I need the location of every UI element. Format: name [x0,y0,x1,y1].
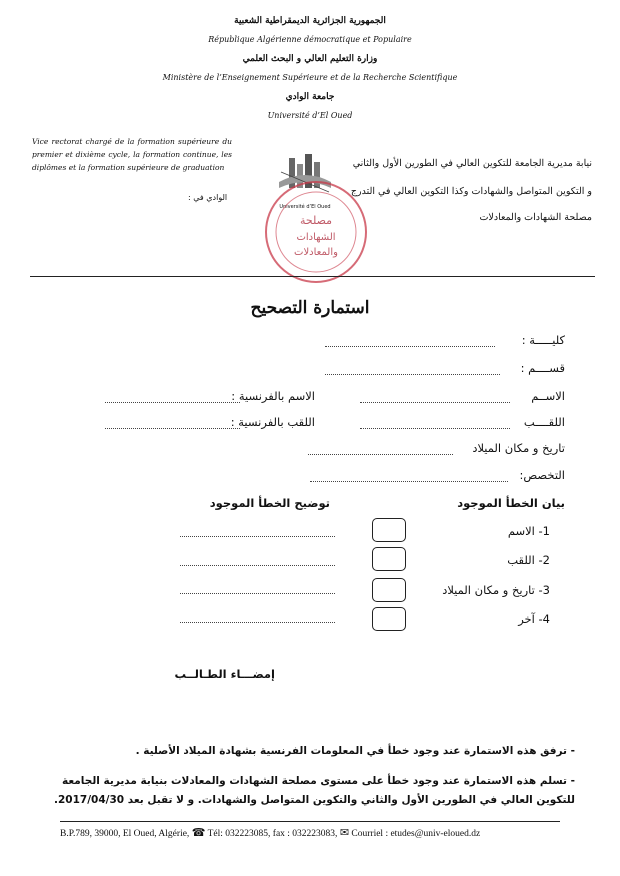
specialty-field[interactable] [310,480,508,482]
directorate-line-1: نيابة مديرية الجامعة للتكوين العالي في الطورين الأول والثاني [352,158,592,169]
error-other-checkbox[interactable] [372,607,406,631]
surname-fr-field[interactable] [105,427,240,429]
error-birth-explanation[interactable] [180,592,335,594]
error-item-name: 1- الاسم [507,524,550,538]
student-signature-label: إمضـــاء الطـالــب [174,667,275,681]
republic-fr: République Algérienne démocratique et Populaire [208,35,412,44]
footer [60,826,580,839]
faculty-field[interactable] [325,345,495,347]
name-field[interactable] [360,401,510,403]
error-surname-explanation[interactable] [180,564,335,566]
surname-field[interactable] [360,427,510,429]
specialty-label: التخصص: [519,468,565,482]
department-label: قســــم : [520,361,565,375]
directorate-line-2: و التكوين المتواصل والشهادات وكذا التكوين العالي في التدرج [350,186,592,197]
form-title: استمارة التصحيح [250,298,370,318]
birth-label: تاريخ و مكان الميلاد [472,441,565,455]
name-label: الاســم [531,389,565,403]
error-item-other: 4- آخر [518,612,550,626]
phone-icon: ☎ [191,827,206,839]
svg-text:الشهادات: الشهادات [296,232,336,243]
logo-caption: Université d’El Oued [279,204,331,210]
department-field[interactable] [325,373,500,375]
ministry-fr: Ministère de l’Enseignement Supérieure et de la Recherche Scientifique [162,73,458,82]
note-3: للتكوين العالي في الطورين الأول والثاني والتكوين المتواصل والشهادات. و لا تقبل بعد 2017/04/30. [53,794,575,806]
university-ar: جامعة الوادي [285,92,335,102]
footer-address: B.P.789, 39000, El Oued, Algérie, [60,829,190,839]
error-statement-header: بيان الخطأ الموجود [457,496,565,510]
surname-label: اللقــــب [523,415,565,429]
city-date: الوادي في : [188,193,228,202]
svg-text:مصلحة: مصلحة [299,214,333,227]
error-surname-checkbox[interactable] [372,547,406,571]
svg-text:والمعادلات: والمعادلات [294,247,338,258]
name-fr-label: الاسم بالفرنسية : [231,389,315,403]
note-2: - تسلم هذه الاستمارة عند وجود خطأ على مستوى مصلحة الشهادات والمعادلات بنيابة مديرية الجامعة [62,775,575,787]
signature-area[interactable] [180,685,280,735]
header-separator [30,276,595,277]
error-explanation-header: توضيح الخطأ الموجود [209,496,330,510]
error-name-checkbox[interactable] [372,518,406,542]
university-fr: Université d’El Oued [267,111,353,120]
service-line: مصلحة الشهادات والمعادلات [479,212,592,223]
note-1: - ترفق هذه الاستمارة عند وجود خطأ في المعلومات الفرنسية بشهادة الميلاد الأصلية . [135,745,575,757]
error-item-surname: 2- اللقب [507,553,550,567]
error-other-explanation[interactable] [180,621,335,623]
birth-field[interactable] [308,453,453,455]
mail-icon: ✉ [339,827,350,839]
surname-fr-label: اللقب بالفرنسية : [230,415,315,429]
error-birth-checkbox[interactable] [372,578,406,602]
footer-separator [60,821,560,822]
faculty-label: كليـــــة : [521,333,565,347]
republic-ar: الجمهورية الجزائرية الديمقراطية الشعبية [234,16,386,26]
ministry-ar: وزارة التعليم العالي و البحث العلمي [242,54,378,64]
vice-rectorat-text: Vice rectorat chargé de la formation supérieure du premier et dixième cycle, la formation continue, les diplômes et la formation supérieure de graduation [32,137,232,172]
name-fr-field[interactable] [105,401,240,403]
error-item-birth: 3- تاريخ و مكان الميلاد [442,583,550,597]
footer-email: Courriel : etudes@univ-eloued.dz [351,829,481,839]
footer-phone: Tél: 032223085, fax : 032223083, [207,829,338,839]
error-name-explanation[interactable] [180,535,335,537]
